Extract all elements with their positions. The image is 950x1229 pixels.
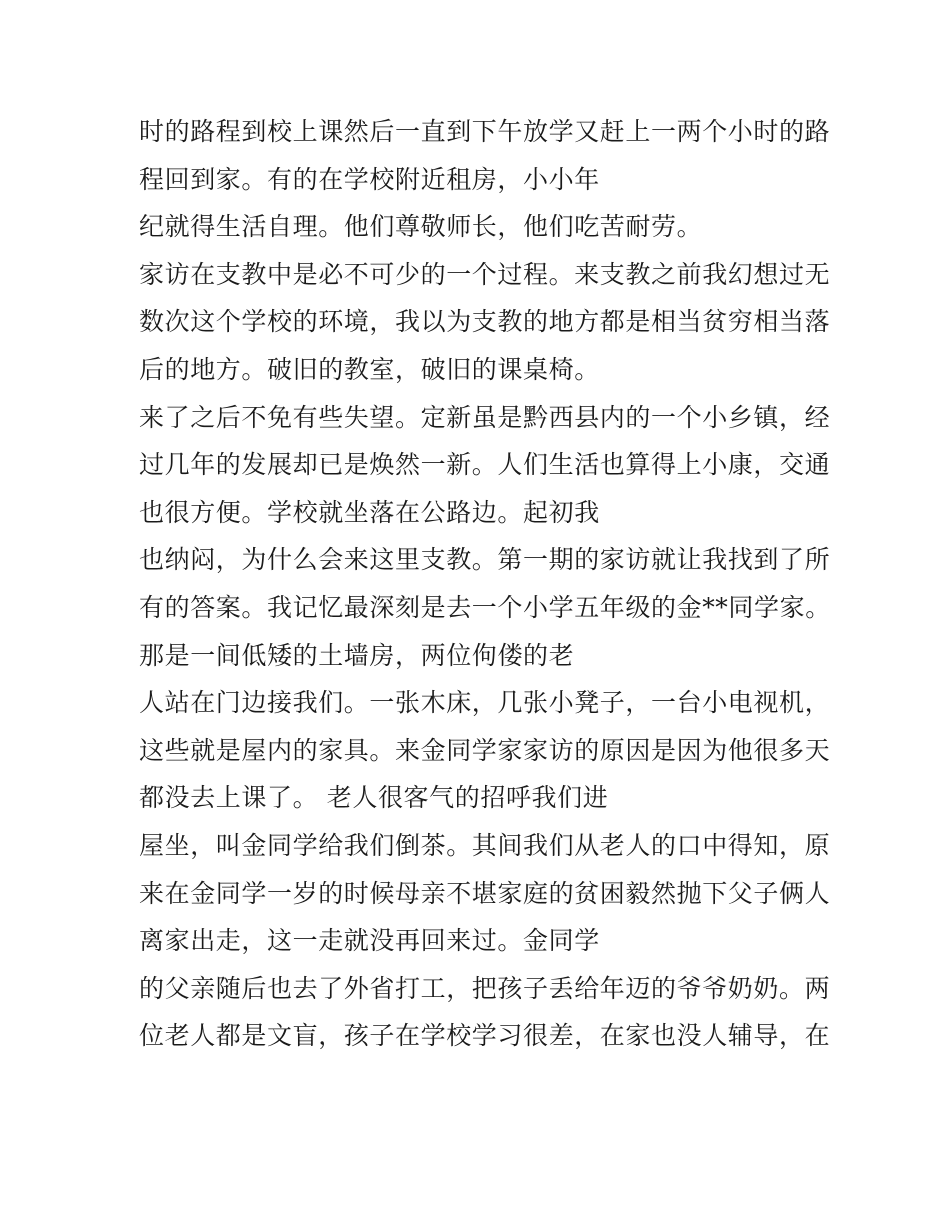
text-line: 这些就是屋内的家具。来金同学家家访的原因是因为他很多天 — [139, 735, 831, 765]
text-line: 的父亲随后也去了外省打工，把孩子丢给年迈的爷爷奶奶。两 — [139, 973, 831, 1003]
text-line: 后的地方。破旧的教室，破旧的课桌椅。 — [139, 354, 600, 384]
text-line: 家访在支教中是必不可少的一个过程。来支教之前我幻想过无 — [139, 259, 831, 289]
text-line: 纪就得生活自理。他们尊敬师长，他们吃苦耐劳。 — [139, 212, 703, 242]
text-line: 也纳闷，为什么会来这里支教。第一期的家访就让我找到了所 — [139, 545, 831, 575]
text-line: 过几年的发展却已是焕然一新。人们生活也算得上小康，交通 — [139, 450, 831, 480]
text-line: 位老人都是文盲，孩子在学校学习很差，在家也没人辅导，在 — [139, 1021, 831, 1051]
text-line: 来了之后不免有些失望。定新虽是黔西县内的一个小乡镇，经 — [139, 402, 831, 432]
text-line: 有的答案。我记忆最深刻是去一个小学五年级的金**同学家。 — [139, 592, 831, 622]
text-line: 人站在门边接我们。一张木床，几张小凳子，一台小电视机， — [139, 688, 831, 718]
text-line: 都没去上课了。 老人很客气的招呼我们进 — [139, 783, 609, 813]
text-line: 离家出走，这一走就没再回来过。金同学 — [139, 926, 600, 956]
text-line: 也很方便。学校就坐落在公路边。起初我 — [139, 497, 600, 527]
text-line: 那是一间低矮的土墙房，两位佝偻的老 — [139, 640, 575, 670]
text-line: 屋坐，叫金同学给我们倒茶。其间我们从老人的口中得知，原 — [139, 830, 831, 860]
text-line: 程回到家。有的在学校附近租房，小小年 — [139, 164, 600, 194]
body-text — [139, 108, 829, 1060]
text-line: 来在金同学一岁的时候母亲不堪家庭的贫困毅然抛下父子俩人 — [139, 878, 831, 908]
text-line: 时的路程到校上课然后一直到下午放学又赶上一两个小时的路 — [139, 117, 831, 146]
text-line: 数次这个学校的环境，我以为支教的地方都是相当贫穷相当落 — [139, 307, 831, 337]
